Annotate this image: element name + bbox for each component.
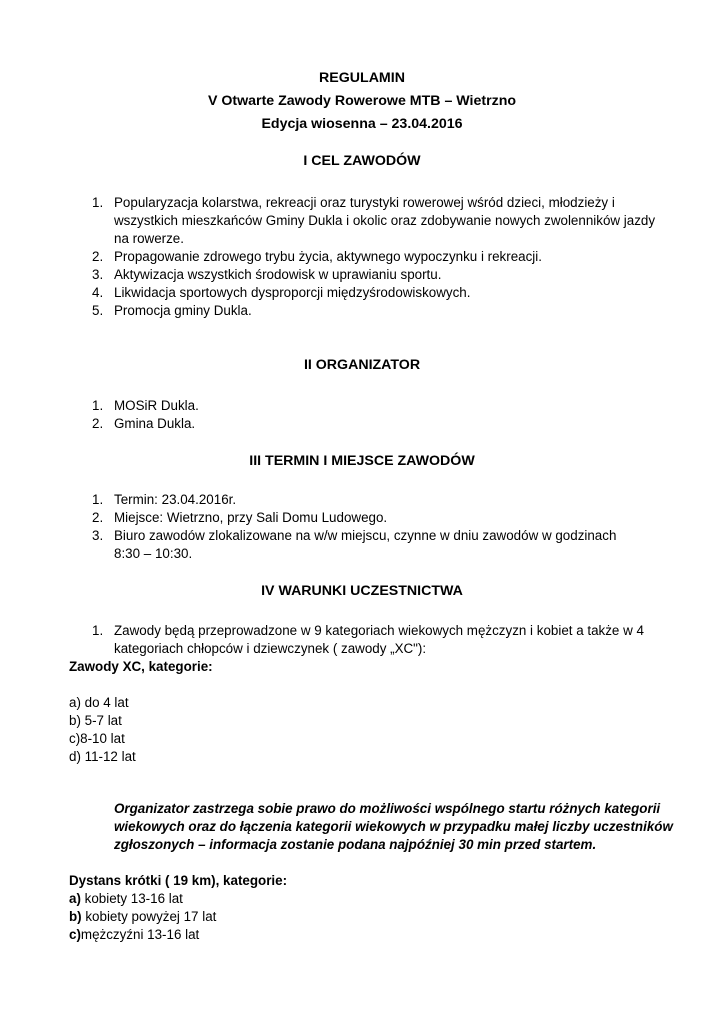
- list-number: 4.: [92, 285, 104, 300]
- section-title-cel: I CEL ZAWODÓW: [303, 153, 421, 169]
- list-number: 1.: [92, 195, 104, 210]
- list-item-text: Propagowanie zdrowego trybu życia, aktywnego wypoczynku i rekreacji.: [114, 249, 542, 264]
- list-item-text: wszystkich mieszkańców Gminy Dukla i okolic oraz zdobywanie nowych zwolenników jazdy: [114, 213, 656, 228]
- list-item-text: 8:30 – 10:30.: [114, 546, 193, 561]
- list-number: 5.: [92, 303, 104, 318]
- list-number: 3.: [92, 528, 104, 543]
- list-number: 1.: [92, 623, 104, 638]
- xc-heading: Zawody XC, kategorie:: [69, 659, 213, 674]
- section-title-organizator: II ORGANIZATOR: [303, 357, 421, 373]
- category-item: c)8-10 lat: [69, 731, 125, 746]
- category-text: kobiety powyżej 17 lat: [81, 909, 217, 924]
- category-label: a): [69, 891, 81, 906]
- category-label: b): [69, 909, 82, 924]
- category-item: d) 11-12 lat: [69, 749, 136, 764]
- list-item-text: Termin: 23.04.2016r.: [114, 492, 237, 507]
- list-item-text: Biuro zawodów zlokalizowane na w/w miejscu, czynne w dniu zawodów w godzinach: [114, 528, 617, 543]
- category-item: [69, 909, 216, 924]
- event-title: V Otwarte Zawody Rowerowe MTB – Wietrzno: [207, 93, 517, 109]
- section-title-termin: III TERMIN I MIEJSCE ZAWODÓW: [249, 453, 475, 469]
- list-item-text: Zawody będą przeprowadzone w 9 kategoriach wiekowych mężczyzn i kobiet a także w 4: [114, 623, 644, 638]
- list-number: 2.: [92, 510, 104, 525]
- list-number: 2.: [92, 249, 104, 264]
- category-item: [69, 927, 199, 942]
- list-number: 1.: [92, 398, 104, 413]
- category-text: kobiety 13-16 lat: [80, 891, 183, 906]
- organizer-note: wiekowych oraz do łączenia kategorii wiekowych w przypadku małej liczby uczestników: [114, 819, 673, 834]
- list-item-text: Popularyzacja kolarstwa, rekreacji oraz turystyki rowerowej wśród dzieci, młodzieży i: [114, 195, 615, 210]
- list-item-text: Likwidacja sportowych dysproporcji międzyśrodowiskowych.: [114, 285, 471, 300]
- short-distance-heading: Dystans krótki ( 19 km), kategorie:: [69, 873, 288, 888]
- category-label: c): [69, 927, 81, 942]
- list-item-text: na rowerze.: [114, 231, 184, 246]
- list-number: 1.: [92, 492, 104, 507]
- category-item: [69, 891, 183, 906]
- list-item-text: MOSiR Dukla.: [114, 398, 199, 413]
- section-title-warunki: IV WARUNKI UCZESTNICTWA: [261, 583, 463, 599]
- organizer-note: zgłoszonych – informacja zostanie podana najpóźniej 30 min przed startem.: [114, 837, 597, 852]
- list-item-text: Aktywizacja wszystkich środowisk w uprawianiu sportu.: [114, 267, 442, 282]
- doc-title: REGULAMIN: [319, 70, 405, 86]
- list-number: 3.: [92, 267, 104, 282]
- list-item-text: Promocja gminy Dukla.: [114, 303, 252, 318]
- category-text: mężczyźni 13-16 lat: [80, 927, 200, 942]
- list-item-text: Gmina Dukla.: [114, 416, 196, 431]
- category-item: b) 5-7 lat: [69, 713, 122, 728]
- edition-title: Edycja wiosenna – 23.04.2016: [261, 116, 463, 132]
- list-number: 2.: [92, 416, 104, 431]
- list-item-text: Miejsce: Wietrzno, przy Sali Domu Ludowego.: [114, 510, 388, 525]
- category-item: a) do 4 lat: [69, 695, 129, 710]
- list-item-text: kategoriach chłopców i dziewczynek ( zawody „XC"):: [114, 641, 427, 656]
- organizer-note: Organizator zastrzega sobie prawo do możliwości wspólnego startu różnych kategorii: [114, 801, 661, 816]
